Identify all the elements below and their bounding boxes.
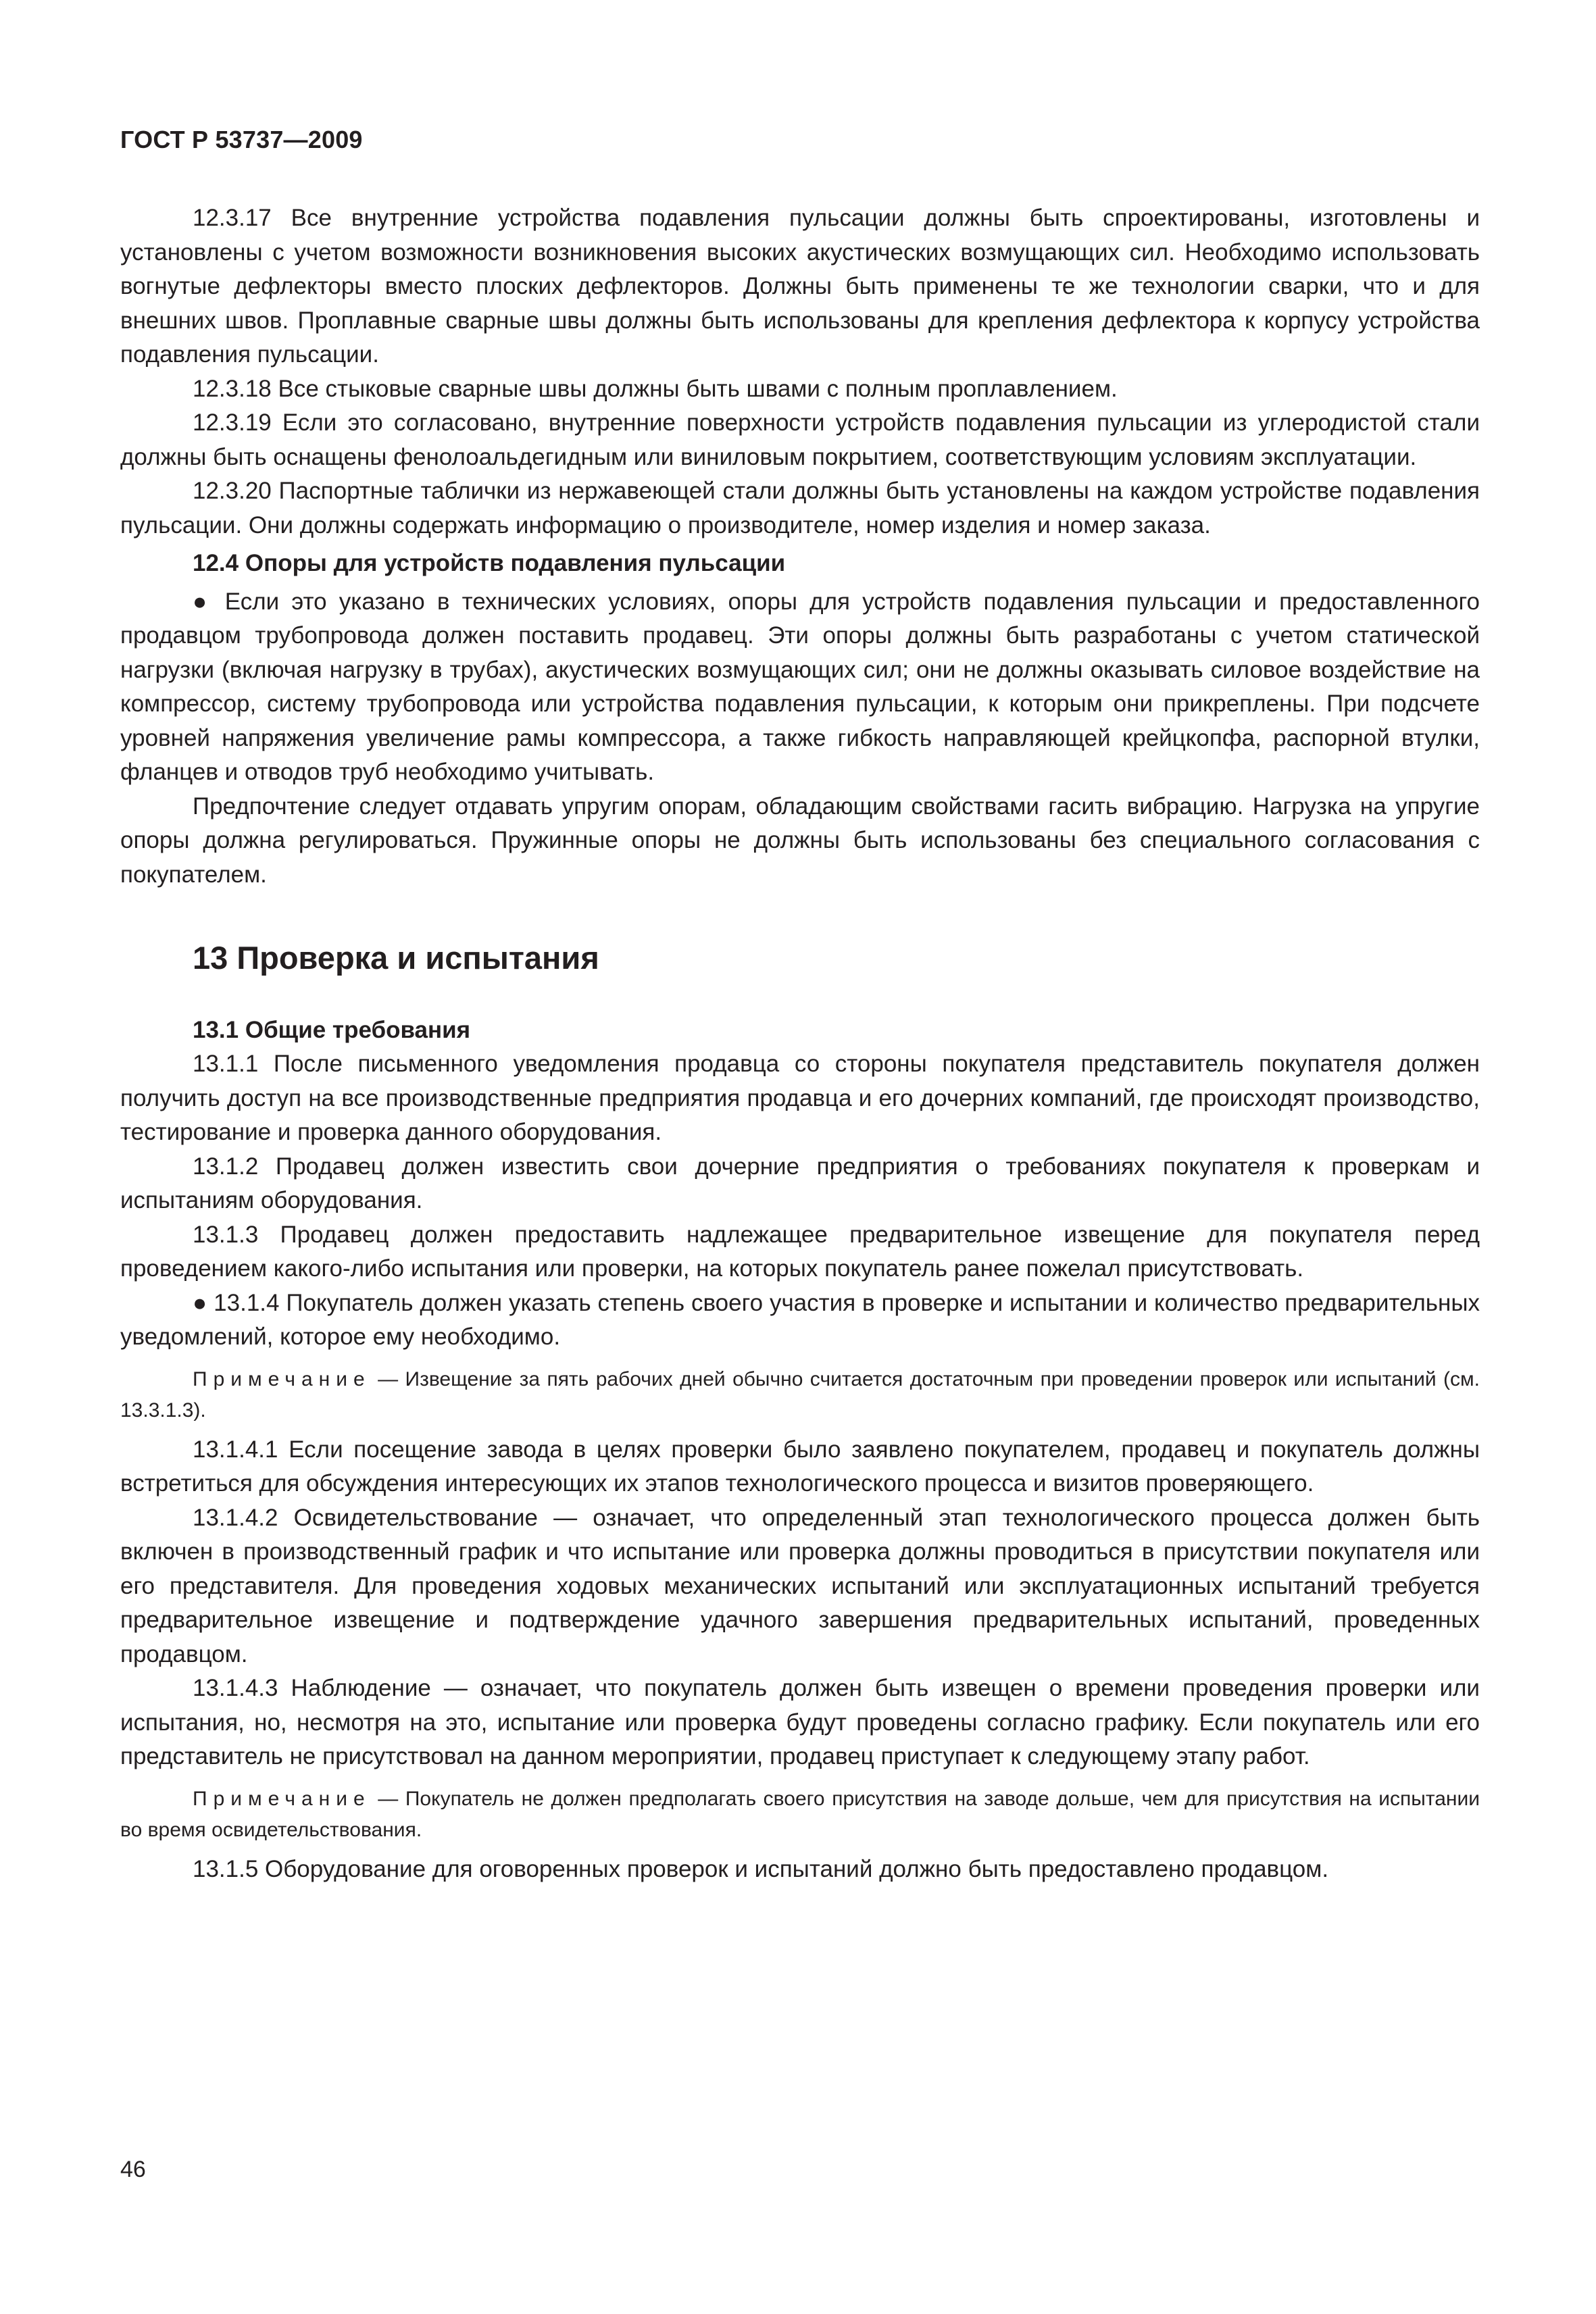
paragraph-12-3-17: 12.3.17 Все внутренние устройства подавления пульсации должны быть спроектированы, изготовлены и установлены с учетом возможности возникновения высоких акустических возмущающих сил. Необходимо использовать вогнутые дефлекторы вместо плоских дефлекторов. Должны быть применены те же технологии сварки, что и для внешних швов. Проплавные сварные швы должны быть использованы для крепления дефлектора к корпусу устройства подавления пульсации. xyxy=(120,205,1480,368)
heading-12-4: 12.4 Опоры для устройств подавления пульсации xyxy=(193,550,786,576)
note-2 xyxy=(120,1784,1480,1846)
paragraph-13-1-5: 13.1.5 Оборудование для оговоренных проверок и испытаний должно быть предоставлено продавцом. xyxy=(193,1855,1329,1882)
heading-13-1: 13.1 Общие требования xyxy=(193,1017,471,1043)
paragraph-12-4-supports: ● Если это указано в технических условиях, опоры для устройств подавления пульсации и предоставленного продавцом трубопровода должен поставить продавец. Эти опоры должны быть разработаны с учетом статической нагрузки (включая нагрузку в трубах), акустических возмущающих сил; они не должны оказывать силовое воздействие на компрессор, систему трубопровода или устройства подавления пульсации, к которым они прикреплены. При подсчете уровней напряжения увеличение рамы компрессора, а также гибкость направляющей крейцкопфа, распорной втулки, фланцев и отводов труб необходимо учитывать. xyxy=(120,588,1480,785)
note-2-label: Примечание xyxy=(193,1787,371,1810)
paragraph-13-1-4: ● 13.1.4 Покупатель должен указать степень своего участия в проверке и испытании и количество предварительных уведомлений, которое ему необходимо. xyxy=(120,1289,1480,1350)
section-13-title: 13 Проверка и испытания xyxy=(193,940,599,976)
document-body xyxy=(120,201,1480,1886)
paragraph-13-1-3: 13.1.3 Продавец должен предоставить надлежащее предварительное извещение для покупателя перед проведением какого-либо испытания или проверки, на которых покупатель ранее пожелал присутствовать. xyxy=(120,1221,1480,1282)
paragraph-12-4-preference: Предпочтение следует отдавать упругим опорам, обладающим свойствами гасить вибрацию. Нагрузка на упругие опоры должна регулироваться. Пружинные опоры не должны быть использованы без специального согласования с покупателем. xyxy=(120,793,1480,888)
paragraph-13-1-4-2: 13.1.4.2 Освидетельствование — означает, что определенный этап технологического процесса должен быть включен в производственный график и что испытание или проверка должны проводиться в присутствии покупателя или его представителя. Для проведения ходовых механических испытаний или эксплуатационных испытаний требуется предварительное извещение и подтверждение удачного завершения предварительных испытаний, проведенных продавцом. xyxy=(120,1504,1480,1667)
paragraph-12-3-19: 12.3.19 Если это согласовано, внутренние поверхности устройств подавления пульсации из углеродистой стали должны быть оснащены фенолоальдегидным или виниловым покрытием, соответствующим условиям эксплуатации. xyxy=(120,409,1480,470)
page-number: 46 xyxy=(120,2157,146,2182)
paragraph-13-1-4-3: 13.1.4.3 Наблюдение — означает, что покупатель должен быть извещен о времени проведения проверки или испытания, но, несмотря на это, испытание или проверка будут проведены согласно графику. Если покупатель или его представитель не присутствовал на данном мероприятии, продавец приступает к следующему этапу работ. xyxy=(120,1675,1480,1769)
paragraph-12-3-18: 12.3.18 Все стыковые сварные швы должны быть швами с полным проплавлением. xyxy=(193,375,1118,402)
paragraph-12-3-20: 12.3.20 Паспортные таблички из нержавеющей стали должны быть установлены на каждом устройстве подавления пульсации. Они должны содержать информацию о производителе, номер изделия и номер заказа. xyxy=(120,478,1480,538)
document-header: ГОСТ Р 53737—2009 xyxy=(120,126,363,153)
note-1-text: — Извещение за пять рабочих дней обычно считается достаточным при проведении проверок или испытаний (см. 13.3.1.3). xyxy=(120,1367,1480,1422)
paragraph-13-1-2: 13.1.2 Продавец должен известить свои дочерние предприятия о требованиях покупателя к проверкам и испытаниям оборудования. xyxy=(120,1153,1480,1213)
paragraph-13-1-4-1: 13.1.4.1 Если посещение завода в целях проверки было заявлено покупателем, продавец и покупатель должны встретиться для обсуждения интересующих их этапов технологического процесса и визитов проверяющего. xyxy=(120,1436,1480,1496)
note-1 xyxy=(120,1364,1480,1426)
paragraph-13-1-1: 13.1.1 После письменного уведомления продавца со стороны покупателя представитель покупателя должен получить доступ на все производственные предприятия продавца и его дочерних компаний, где происходят производство, тестирование и проверка данного оборудования. xyxy=(120,1051,1480,1145)
note-2-text: — Покупатель не должен предполагать своего присутствия на заводе дольше, чем для присутствия на испытании во время освидетельствования. xyxy=(120,1787,1480,1841)
note-1-label: Примечание xyxy=(193,1367,371,1390)
